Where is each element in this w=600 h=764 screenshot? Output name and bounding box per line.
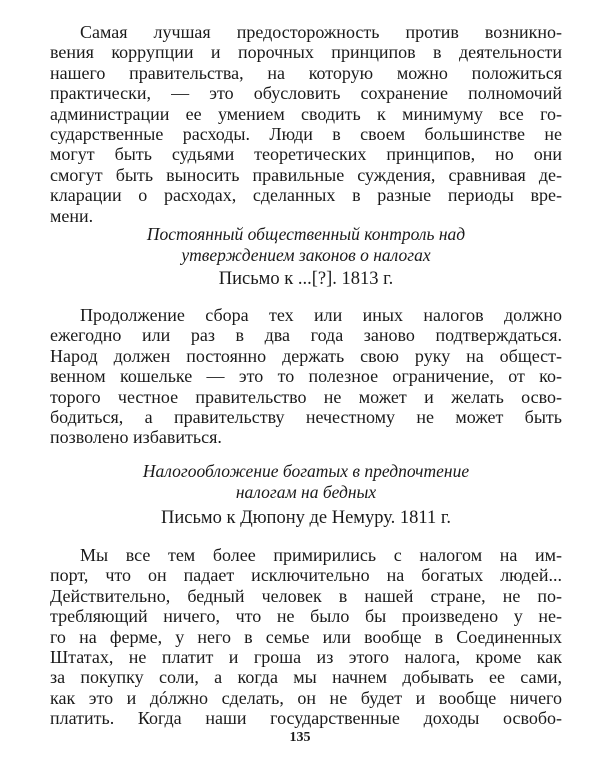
text-line: Действительно, бедный человек в нашей стране, не по- (50, 585, 562, 606)
text-line: Продолжение сбора тех или иных налогов должно (80, 305, 562, 325)
text-line: торого честное правительство не может и желать осво- (50, 386, 562, 407)
heading-line: Постоянный общественный контроль над (146, 224, 466, 244)
paragraph-corruption (50, 22, 562, 226)
letter-source-1811: Письмо к Дюпону де Немуру. 1811 г. (161, 508, 451, 528)
text-line: требляющий ничего, что не было бы произведено у не- (50, 606, 562, 627)
page-number: 135 (289, 730, 311, 745)
text-line: нашего правительства, на которую можно положиться (50, 62, 562, 83)
text-line: как это и дóлжно сделать, он не будет и вообще ничего (50, 687, 562, 708)
text-line: го на ферме, у него в семье или вообще в Соединенных (50, 626, 562, 647)
text-line: платить. Когда наши государственные доходы освобо- (50, 708, 562, 729)
letter-source-1813: Письмо к ...[?]. 1813 г. (218, 269, 394, 289)
text-line: за покупку соли, а когда мы начнем добывать ее сами, (50, 667, 562, 688)
heading-line: утверждением законов о налогах (181, 244, 431, 265)
text-line: Самая лучшая предосторожность против возникно- (80, 22, 562, 42)
text-line: сударственные расходы. Люди в своем большинстве не (50, 124, 562, 145)
text-line: администрации ее умением сводить к минимуму все го- (50, 103, 562, 124)
section-heading-taxing-rich (50, 461, 562, 502)
text-line: порт, что он падает исключительно на богатых людей... (50, 565, 562, 586)
text-line: Народ должен постоянно держать свою руку на общест- (50, 345, 562, 366)
text-line: бодиться, а правительству нечестному не может быть (50, 407, 562, 428)
text-line: вения коррупции и порочных принципов в деятельности (50, 42, 562, 63)
text-line: кларации о расходах, сделанных в разные периоды вре- (50, 185, 562, 206)
text-line: могут быть судьями теоретических принципов, но они (50, 144, 562, 165)
text-line: позволено избавиться. (50, 427, 222, 448)
text-line: мени. (50, 205, 94, 226)
text-line: Штатах, не платит и гроша из этого налога, кроме как (50, 647, 562, 668)
paragraph-tax-confirmation (50, 305, 562, 448)
heading-line: Налогообложение богатых в предпочтение (142, 461, 470, 481)
text-line: ежегодно или раз в два года заново подтверждаться. (50, 325, 562, 346)
paragraph-import-tax (50, 545, 562, 729)
text-line: Мы все тем более примирились с налогом на им- (80, 545, 562, 565)
text-line: венном кошельке — это то полезное ограничение, от ко- (50, 366, 562, 387)
heading-line: налогам на бедных (235, 481, 377, 502)
section-heading-tax-control (50, 224, 562, 265)
text-line: смогут быть выносить правильные суждения, сравнивая де- (50, 164, 562, 185)
text-line: практически, — это обусловить сохранение полномочий (50, 83, 562, 104)
